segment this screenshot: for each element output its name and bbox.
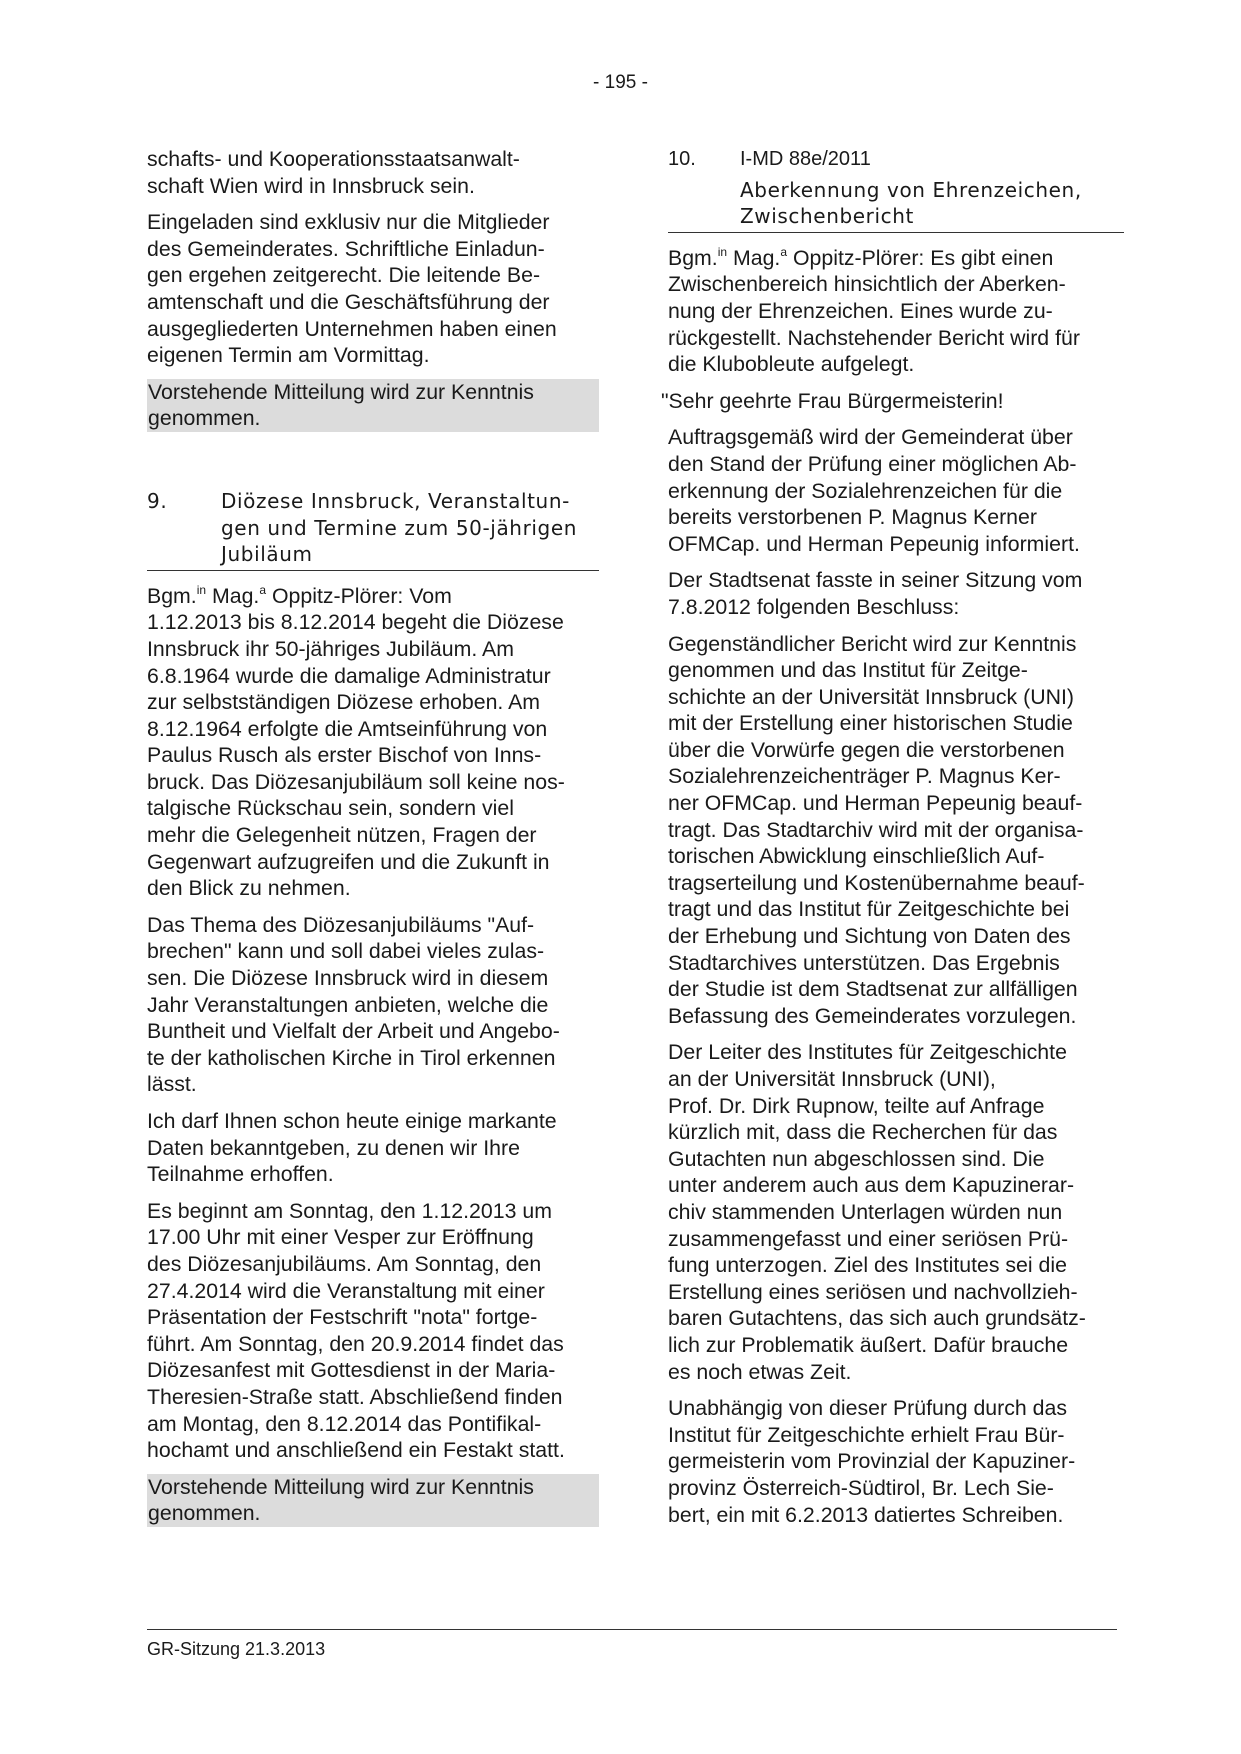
agenda-item-heading xyxy=(668,146,1116,173)
paragraph xyxy=(668,631,1116,1030)
paragraph xyxy=(147,209,599,369)
text-line: Paulus Rusch als erster Bischof von Inns- xyxy=(147,743,542,768)
paragraph xyxy=(147,1108,599,1188)
text-line: mit der Erstellung einer historischen Studie xyxy=(668,711,1073,736)
text-line: 1.12.2013 bis 8.12.2014 begeht die Diözese xyxy=(147,610,564,635)
text-line: Gutachten nun abgeschlossen sind. Die xyxy=(668,1146,1045,1171)
text-line: schaft Wien wird in Innsbruck sein. xyxy=(147,173,475,198)
text-line: bereits verstorbenen P. Magnus Kerner xyxy=(668,505,1037,530)
text-line: Befassung des Gemeinderates vorzulegen. xyxy=(668,1003,1077,1028)
text-line: es noch etwas Zeit. xyxy=(668,1359,852,1384)
text-line: Vorstehende Mitteilung wird zur Kenntnis xyxy=(148,379,534,404)
agenda-item-number: 10. xyxy=(668,148,696,170)
text-line: chiv stammenden Unterlagen würden nun xyxy=(668,1199,1063,1224)
text-line: genommen. xyxy=(148,1501,261,1526)
text-line: 17.00 Uhr mit einer Vesper zur Eröffnung xyxy=(147,1225,534,1250)
text-line: der Studie ist dem Stadtsenat zur allfälligen xyxy=(668,977,1078,1002)
paragraph xyxy=(668,1395,1116,1528)
notice-box xyxy=(147,1474,599,1527)
text-line: Ich darf Ihnen schon heute einige markante xyxy=(147,1109,557,1133)
text-line: zusammengefasst und einer seriösen Prü- xyxy=(668,1226,1069,1251)
text-line: Diözesanfest mit Gottesdienst in der Maria- xyxy=(147,1358,556,1383)
agenda-item-title: Diözese Innsbruck, Veranstaltun- gen und Termine zum 50-jährigen Jubiläum xyxy=(221,488,578,567)
text-line: Teilnahme erhoffen. xyxy=(147,1162,334,1187)
left-column xyxy=(147,146,599,1537)
text-line: sen. Die Diözese Innsbruck wird in diesem xyxy=(147,966,549,991)
text-line: bruck. Das Diözesanjubiläum soll keine nos- xyxy=(147,769,565,794)
text-line: baren Gutachtens, das sich auch grundsätz- xyxy=(668,1306,1086,1331)
agenda-item-heading xyxy=(147,488,599,571)
text-line: am Montag, den 8.12.2014 das Pontifikal- xyxy=(147,1411,542,1436)
text-line: Prof. Dr. Dirk Rupnow, teilte auf Anfrage xyxy=(668,1093,1045,1118)
text-line: Der Stadtsenat fasste in seiner Sitzung vom xyxy=(668,568,1083,593)
text-line: lässt. xyxy=(147,1072,197,1097)
text-line: germeisterin vom Provinzial der Kapuziner- xyxy=(668,1449,1076,1474)
text-line: Gegenständlicher Bericht wird zur Kenntnis xyxy=(668,631,1077,656)
text-line: lich zur Problematik äußert. Dafür brauche xyxy=(668,1332,1069,1357)
text-line: Auftragsgemäß wird der Gemeinderat über xyxy=(668,425,1073,450)
text-line: nung der Ehrenzeichen. Eines wurde zu- xyxy=(668,298,1053,323)
text-line: Erstellung eines seriösen und nachvollzieh- xyxy=(668,1279,1078,1304)
text-line: rückgestellt. Nachstehender Bericht wird für xyxy=(668,325,1080,350)
text-line: gen ergehen zeitgerecht. Die leitende Be- xyxy=(147,263,541,288)
text-line: Stadtarchives unterstützen. Das Ergebnis xyxy=(668,950,1060,975)
text-line: talgische Rückschau sein, sondern viel xyxy=(147,796,514,821)
text-line: der Erhebung und Sichtung von Daten des xyxy=(668,924,1071,949)
agenda-item-number: 9. xyxy=(147,488,168,513)
text-line: Daten bekanntgeben, zu denen wir Ihre xyxy=(147,1135,520,1160)
paragraph xyxy=(147,1198,599,1464)
text-line: Vorstehende Mitteilung wird zur Kenntnis xyxy=(148,1474,534,1499)
text-line: schichte an der Universität Innsbruck (UNI) xyxy=(668,684,1074,709)
text-line: Es beginnt am Sonntag, den 1.12.2013 um xyxy=(147,1198,552,1223)
text-line: an der Universität Innsbruck (UNI), xyxy=(668,1067,996,1091)
text-line: ner OFMCap. und Herman Pepeunig beauf- xyxy=(668,791,1083,816)
text-line: "Sehr geehrte Frau Bürgermeisterin! xyxy=(661,388,1004,413)
text-line: Theresien-Straße statt. Abschließend finden xyxy=(147,1384,563,1409)
text-line: den Blick zu nehmen. xyxy=(147,876,351,901)
text-line: genommen. xyxy=(148,406,261,431)
text-line: unter anderem auch aus dem Kapuzinerar- xyxy=(668,1173,1075,1198)
text-line: tragserteilung und Kostenübernahme beauf- xyxy=(668,870,1085,895)
text-line: bert, ein mit 6.2.2013 datiertes Schreiben. xyxy=(668,1502,1064,1527)
text-line: des Gemeinderates. Schriftliche Einladun- xyxy=(147,236,545,261)
text-line: te der katholischen Kirche in Tirol erkennen xyxy=(147,1045,556,1070)
paragraph xyxy=(668,1039,1116,1385)
text-line: Zwischenbereich hinsichtlich der Aberken- xyxy=(668,272,1066,297)
text-line: tragt. Das Stadtarchiv wird mit der organisa- xyxy=(668,817,1084,842)
text-line: hochamt und anschließend ein Festakt statt. xyxy=(147,1438,565,1463)
speaker-line: Bgm.$^{in}$ Mag.$^a$ Oppitz-Plörer: Vom xyxy=(147,582,452,608)
text-line: Jahr Veranstaltungen anbieten, welche die xyxy=(147,992,549,1017)
text-line: führt. Am Sonntag, den 20.9.2014 findet das xyxy=(147,1331,564,1356)
text-line: erkennung der Sozialehrenzeichen für die xyxy=(668,478,1063,503)
text-line: 7.8.2012 folgenden Beschluss: xyxy=(668,594,960,619)
text-line: die Klubobleute aufgelegt. xyxy=(668,352,915,377)
text-line: den Stand der Prüfung einer möglichen Ab- xyxy=(668,451,1077,476)
text-line: zur selbstständigen Diözese erhoben. Am xyxy=(147,690,541,715)
text-line: Sozialehrenzeichenträger P. Magnus Ker- xyxy=(668,764,1061,789)
text-line: OFMCap. und Herman Pepeunig informiert. xyxy=(668,531,1080,556)
text-line: mehr die Gelegenheit nützen, Fragen der xyxy=(147,823,537,848)
text-line: kürzlich mit, dass die Recherchen für das xyxy=(668,1120,1058,1145)
text-line: 27.4.2014 wird die Veranstaltung mit einer xyxy=(147,1278,545,1303)
page-number: - 195 - xyxy=(593,72,648,93)
text-line: über die Vorwürfe gegen die verstorbenen xyxy=(668,737,1065,762)
notice-box xyxy=(147,379,599,432)
text-line: des Diözesanjubiläums. Am Sonntag, den xyxy=(147,1251,542,1276)
text-line: Innsbruck ihr 50-jähriges Jubiläum. Am xyxy=(147,636,514,661)
text-line: Eingeladen sind exklusiv nur die Mitglieder xyxy=(147,210,550,235)
text-line: 6.8.1964 wurde die damalige Administratur xyxy=(147,663,551,688)
text-line: schafts- und Kooperationsstaatsanwalt- xyxy=(147,147,520,171)
speaker-line: Bgm.$^{in}$ Mag.$^a$ Oppitz-Plörer: Es gibt einen xyxy=(668,244,1054,270)
text-line: torischen Abwicklung einschließlich Auf- xyxy=(668,844,1045,869)
paragraph xyxy=(147,146,599,199)
paragraph xyxy=(668,567,1116,620)
text-line: eigenen Termin am Vormittag. xyxy=(147,343,430,368)
text-line: Präsentation der Festschrift "nota" fortge- xyxy=(147,1305,538,1330)
footer-text: GR-Sitzung 21.3.2013 xyxy=(147,1639,326,1659)
paragraph xyxy=(147,583,599,902)
paragraph xyxy=(661,388,1116,415)
text-line: provinz Österreich-Südtirol, Br. Lech Sie- xyxy=(668,1475,1054,1500)
agenda-item-title: Aberkennung von Ehrenzeichen, Zwischenbericht xyxy=(668,177,1124,233)
text-line: Das Thema des Diözesanjubiläums "Auf- xyxy=(147,912,535,937)
text-line: Institut für Zeitgeschichte erhielt Frau Bür- xyxy=(668,1422,1065,1447)
right-column xyxy=(661,146,1116,1538)
text-line: Der Leiter des Institutes für Zeitgeschichte xyxy=(668,1040,1067,1065)
text-line: 8.12.1964 erfolgte die Amtseinführung von xyxy=(147,716,548,741)
footer-divider xyxy=(147,1629,1117,1630)
text-line: amtenschaft und die Geschäftsführung der xyxy=(147,289,550,314)
paragraph xyxy=(668,245,1116,378)
text-line: Unabhängig von dieser Prüfung durch das xyxy=(668,1396,1067,1421)
paragraph xyxy=(668,424,1116,557)
text-line: tragt und das Institut für Zeitgeschichte bei xyxy=(668,897,1070,922)
text-line: genommen und das Institut für Zeitge- xyxy=(668,658,1028,683)
text-line: brechen" kann und soll dabei vieles zulas- xyxy=(147,939,545,964)
agenda-item-code: I-MD 88e/2011 xyxy=(740,148,871,170)
text-line: Buntheit und Vielfalt der Arbeit und Angebo- xyxy=(147,1019,560,1044)
paragraph xyxy=(147,912,599,1098)
text-line: ausgegliederten Unternehmen haben einen xyxy=(147,316,557,341)
text-line: Gegenwart aufzugreifen und die Zukunft in xyxy=(147,849,550,874)
text-line: fung unterzogen. Ziel des Institutes sei die xyxy=(668,1253,1067,1278)
